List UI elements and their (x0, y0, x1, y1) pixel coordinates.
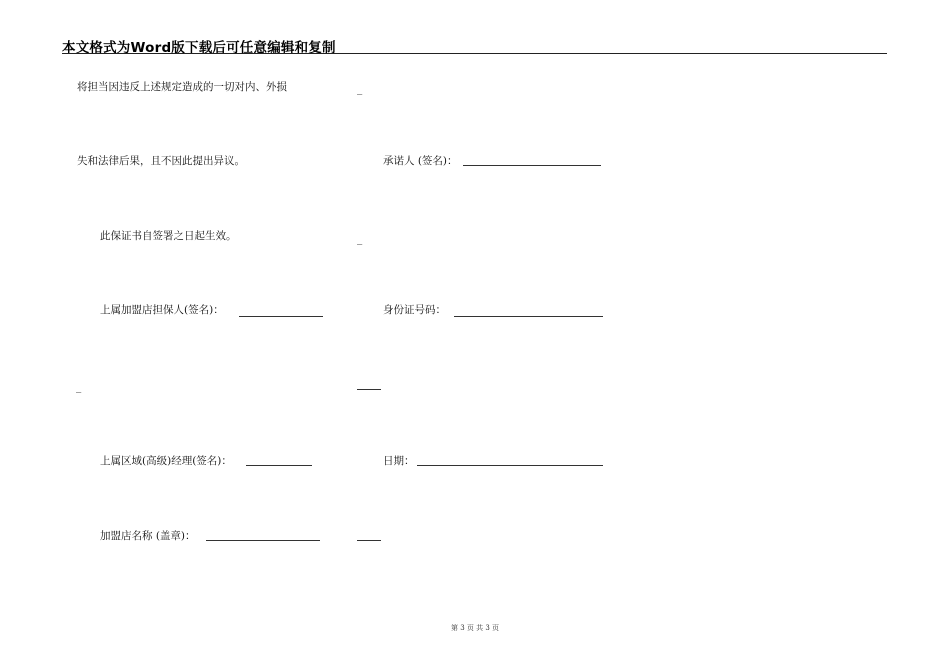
body-line-1: 将担当因违反上述规定造成的一切对内、外损 (77, 81, 287, 93)
page-number: 第 3 页 共 3 页 (450, 624, 500, 632)
id-number-label: 身份证号码： (383, 304, 446, 316)
promisor-signature-label: 承诺人 (签名)： (383, 155, 458, 167)
left-dash-mark: _ (76, 381, 82, 393)
header-title: 本文格式为Word版下载后可任意编辑和复制 (62, 40, 336, 56)
header-divider (62, 53, 887, 54)
promisor-signature-blank[interactable] (463, 165, 601, 166)
date-label: 日期： (383, 455, 415, 467)
manager-signature-label: 上属区域(高级)经理(签名)： (100, 455, 232, 467)
date-blank[interactable] (417, 465, 603, 466)
id-continuation-blank[interactable] (357, 389, 381, 390)
guarantor-signature-blank[interactable] (239, 316, 323, 317)
body-line-2: 失和法律后果，且不因此提出异议。 (77, 155, 245, 167)
manager-signature-blank[interactable] (246, 465, 312, 466)
right-dash-mark-1: _ (357, 83, 363, 95)
effective-clause: 此保证书自签署之日起生效。 (100, 230, 237, 242)
stamp-continuation-blank[interactable] (357, 540, 381, 541)
store-name-label: 加盟店名称 (盖章)： (100, 530, 196, 542)
guarantor-signature-label: 上属加盟店担保人(签名)： (100, 304, 224, 316)
right-dash-mark-2: _ (357, 233, 363, 245)
store-name-blank[interactable] (206, 540, 320, 541)
id-number-blank[interactable] (454, 316, 603, 317)
